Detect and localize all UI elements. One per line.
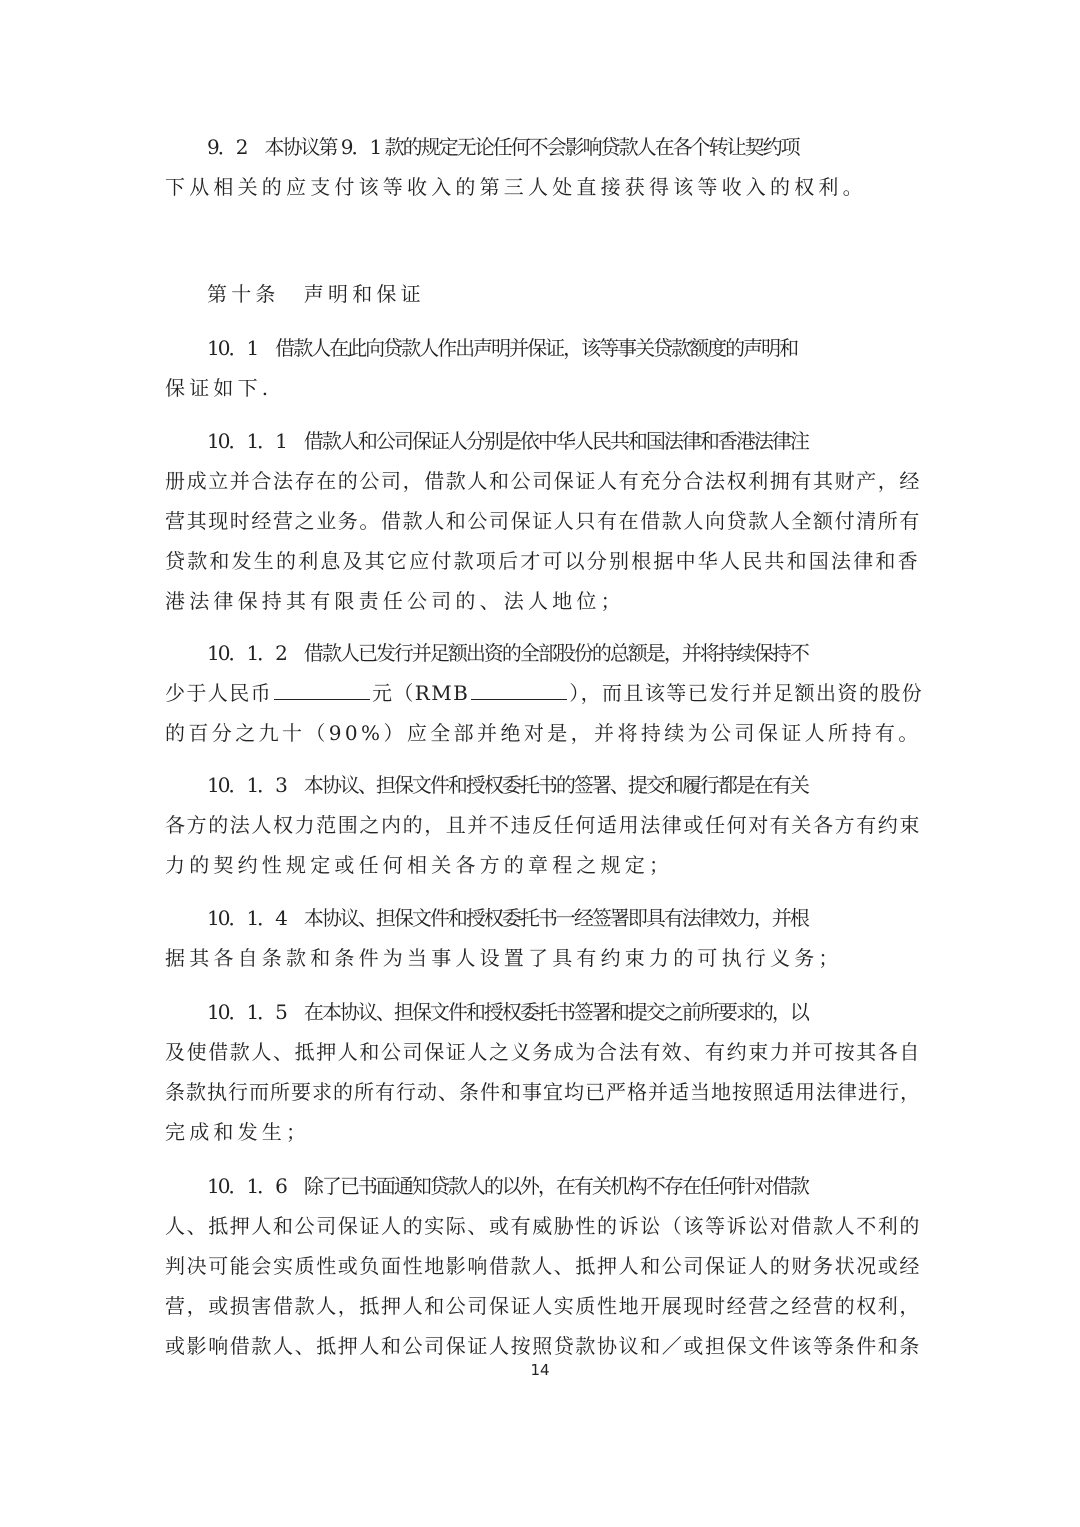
clause-10-1-4-line-1: 10．1．4 本协议、担保文件和授权委托书一经签署即具有法律效力，并根 <box>207 906 808 930</box>
page-number: 14 <box>530 1361 550 1379</box>
clause-10-1-2-line-2-part-c: ），而且该等已发行并足额出资的股份 <box>569 681 924 705</box>
clause-10-1-1-line-1: 10．1．1 借款人和公司保证人分别是依中华人民共和国法律和香港法律注 <box>207 429 808 453</box>
clause-9-2-line-2: 下从相关的应支付该等收入的第三人处直接获得该等收入的权利。 <box>165 175 867 199</box>
amount-blank-rmb-en <box>471 681 567 700</box>
clause-10-1-2 <box>165 633 925 753</box>
clause-10-1-2-line-3: 的百分之九十（90%）应全部并绝对是，并将持续为公司保证人所持有。 <box>165 721 922 745</box>
clause-10-1-6-line-4: 营，或损害借款人，抵押人和公司保证人实质性地开展现时经营之经营的权利， <box>165 1294 921 1318</box>
clause-10-1-1-line-4: 贷款和发生的利息及其它应付款项后才可以分别根据中华人民共和国法律和香 <box>165 549 920 573</box>
clause-9-2 <box>165 127 925 207</box>
clause-10-1-6 <box>165 1166 925 1366</box>
clause-10-1-1-line-2: 册成立并合法存在的公司，借款人和公司保证人有充分合法权利拥有其财产，经 <box>165 469 921 493</box>
clause-10-1-3-line-1: 10．1．3 本协议、担保文件和授权委托书的签署、提交和履行都是在有关 <box>207 773 808 797</box>
clause-10-1-6-line-2: 人、抵押人和公司保证人的实际、或有威胁性的诉讼（该等诉讼对借款人不利的 <box>165 1214 921 1238</box>
clause-10-1-2-line-2-part-a: 少于人民币 <box>165 681 272 705</box>
clause-10-1-1-line-5: 港法律保持其有限责任公司的、法人地位； <box>165 589 625 613</box>
clause-10-1-2-line-2 <box>165 673 925 713</box>
clause-10-1-line-1: 10．1 借款人在此向贷款人作出声明并保证，该等事关贷款额度的声明和 <box>207 336 798 360</box>
clause-9-2-line-1: 9．2 本协议第 9．1 款的规定无论任何不会影响贷款人在各个转让契约项 <box>207 135 799 159</box>
clause-10-1-5-line-2: 及使借款人、抵押人和公司保证人之义务成为合法有效、有约束力并可按其各自 <box>165 1040 921 1064</box>
clause-10-1-3 <box>165 765 925 885</box>
clause-10-1-5-line-4: 完成和发生； <box>165 1120 311 1144</box>
clause-10-1-line-2: 保证如下. <box>165 376 273 400</box>
clause-10-1-4 <box>165 898 925 978</box>
clause-10-1-6-line-3: 判决可能会实质性或负面性地影响借款人、抵押人和公司保证人的财务状况或经 <box>165 1254 921 1278</box>
clause-10-1-3-line-3: 力的契约性规定或任何相关各方的章程之规定； <box>165 853 674 877</box>
clause-10-1-2-line-1: 10．1．2 借款人已发行并足额出资的全部股份的总额是，并将持续保持不 <box>207 641 808 665</box>
clause-10-1-1-line-3: 营其现时经营之业务。借款人和公司保证人只有在借款人向贷款人全额付清所有 <box>165 509 921 533</box>
clause-10-1 <box>165 328 925 408</box>
clause-10-1-5-line-3: 条款执行而所要求的所有行动、条件和事宜均已严格并适当地按照适用法律进行， <box>165 1080 921 1104</box>
clause-10-1-2-line-2-part-b: 元（RMB <box>372 681 470 705</box>
article-10-heading: 第十条 声明和保证 <box>207 282 425 306</box>
amount-blank-rmb-cn <box>274 681 370 700</box>
clause-10-1-6-line-1: 10．1．6 除了已书面通知贷款人的以外，在有关机构不存在任何针对借款 <box>207 1174 808 1198</box>
clause-10-1-5 <box>165 992 925 1152</box>
clause-10-1-5-line-1: 10．1．5 在本协议、担保文件和授权委托书签署和提交之前所要求的，以 <box>207 1000 808 1024</box>
clause-10-1-4-line-2: 据其各自条款和条件为当事人设置了具有约束力的可执行义务； <box>165 946 843 970</box>
clause-10-1-1 <box>165 421 925 621</box>
clause-10-1-3-line-2: 各方的法人权力范围之内的，且并不违反任何适用法律或任何对有关各方有约束 <box>165 813 921 837</box>
clause-10-1-6-line-5: 或影响借款人、抵押人和公司保证人按照贷款协议和／或担保文件该等条件和条 <box>165 1334 921 1358</box>
